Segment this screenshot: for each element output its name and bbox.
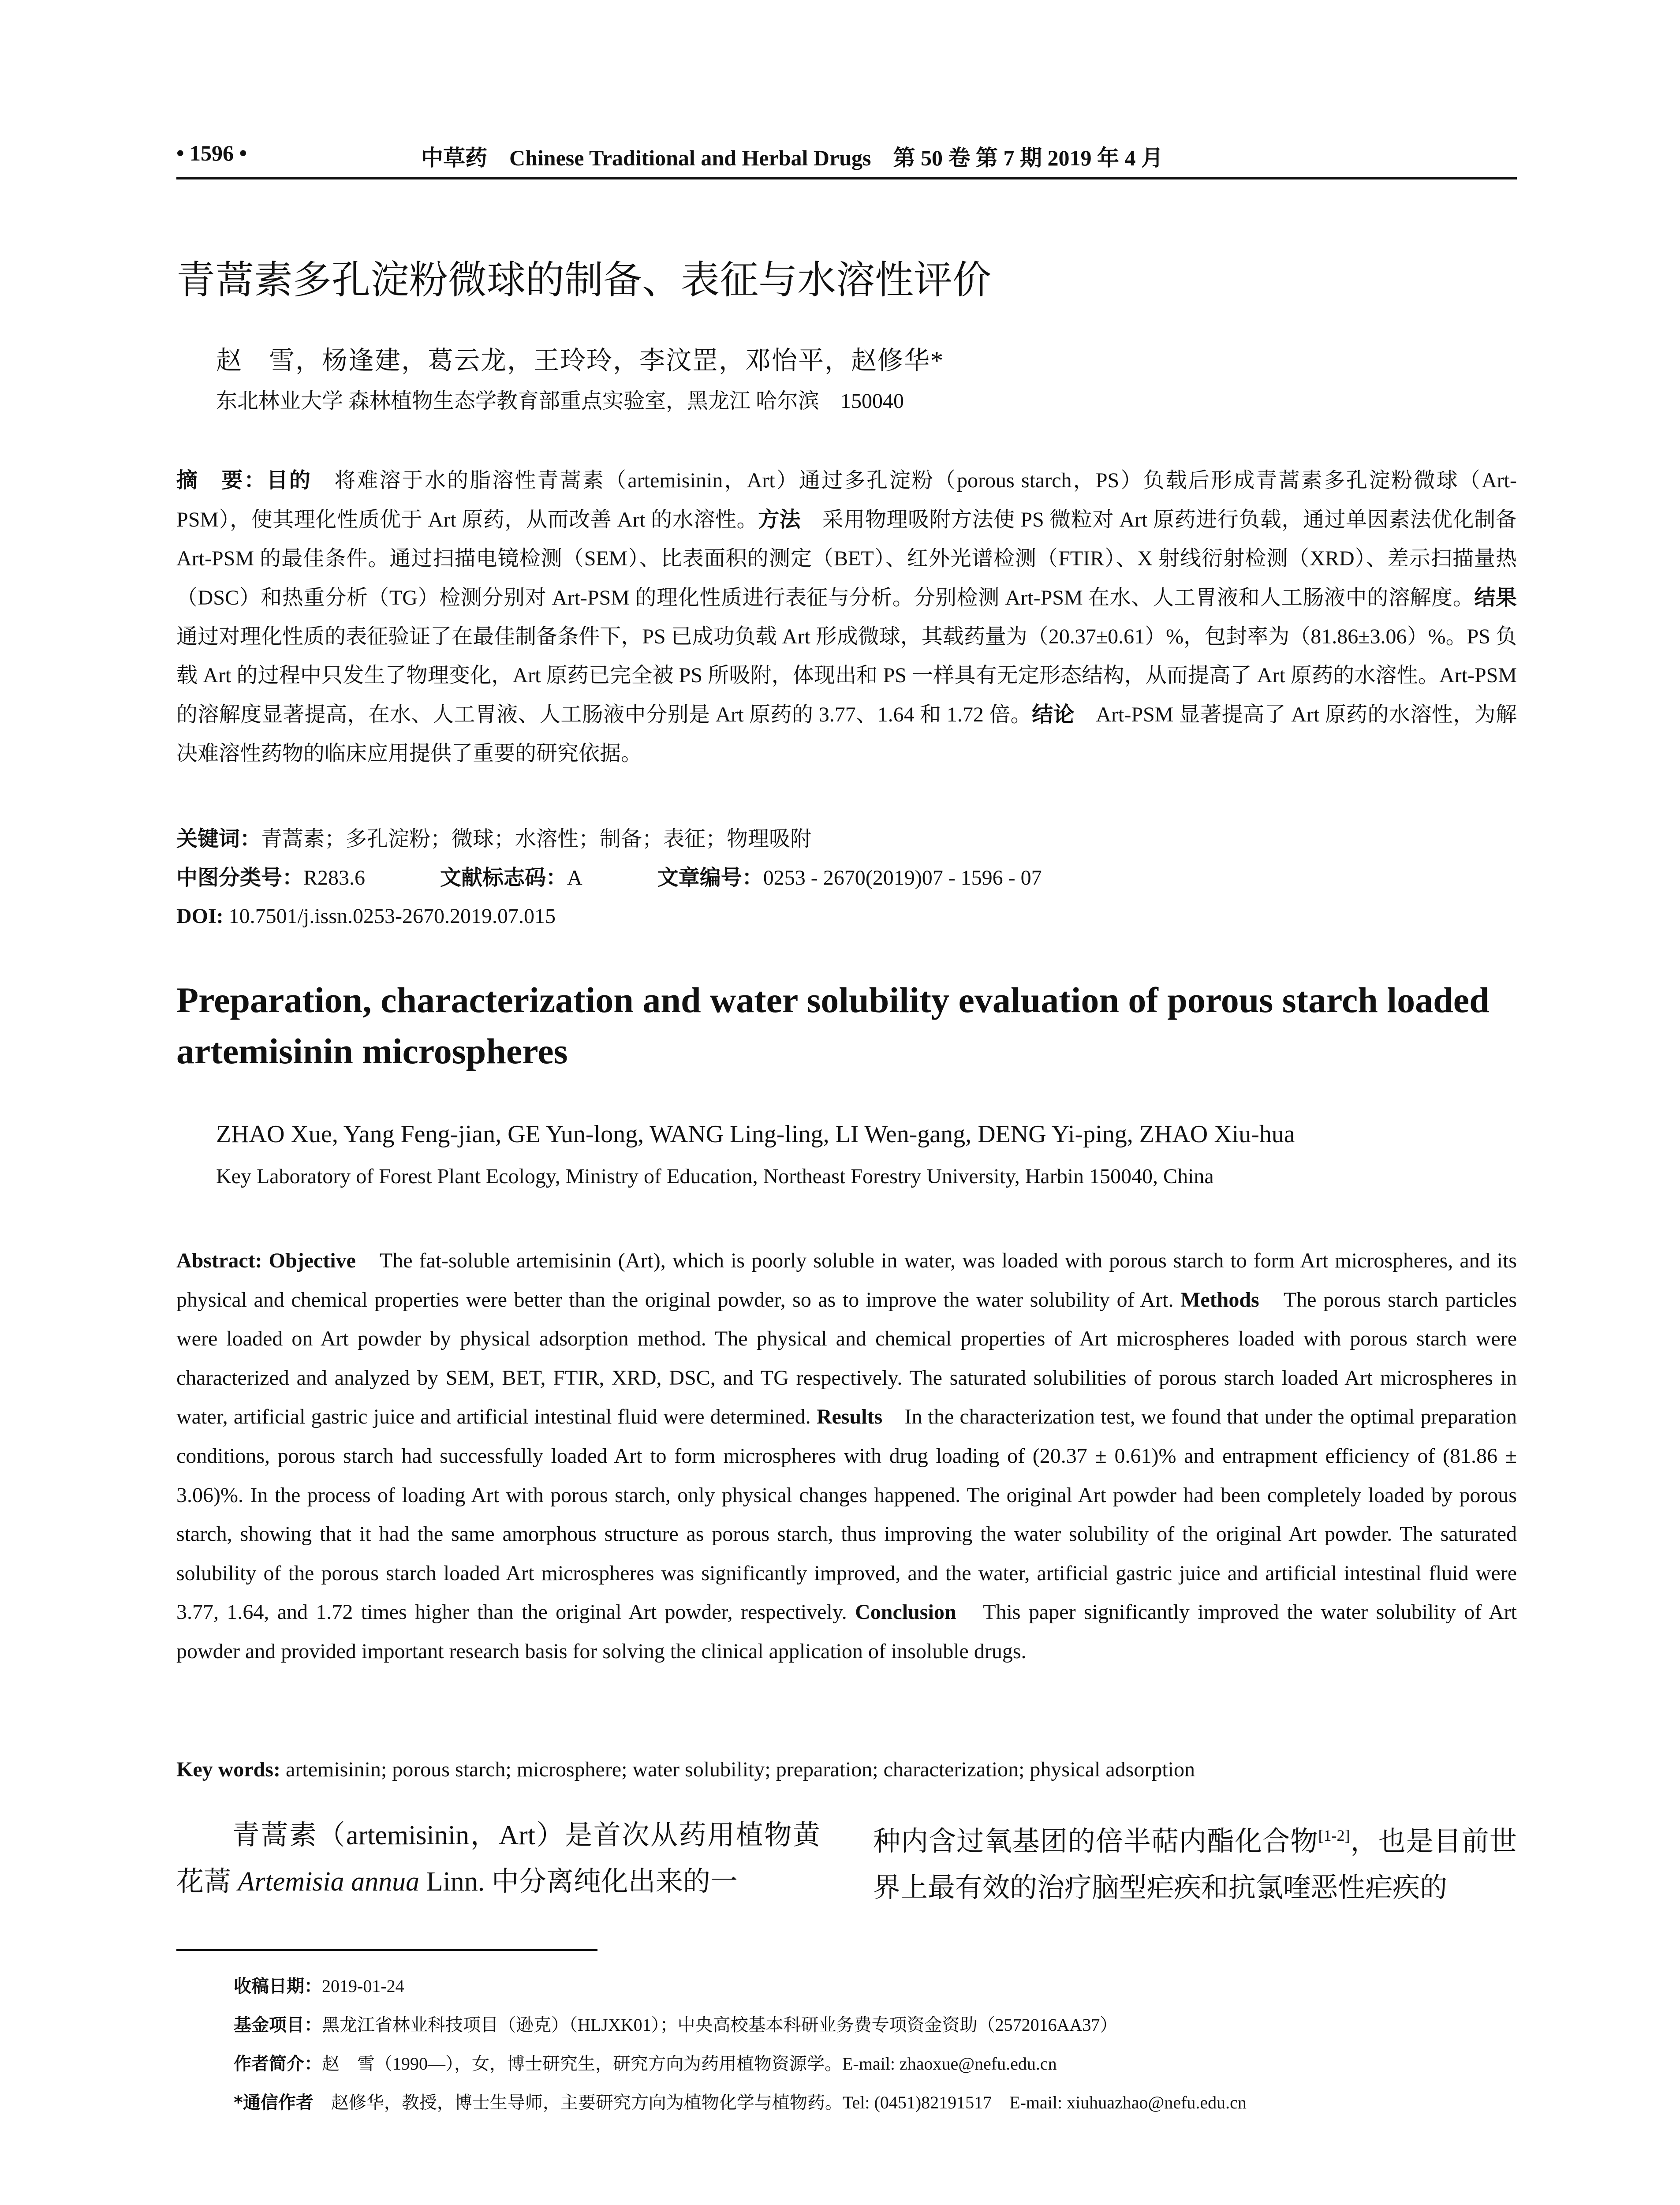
en-conclusion-text: This paper significantly improved the water solubility of Art powder and provided important research basis for solving the clinical application of insoluble drugs.	[176, 1600, 1517, 1663]
article-no-label: 文章编号：	[657, 865, 763, 890]
received-date	[234, 1967, 1517, 2006]
clc-value: R283.6	[303, 866, 366, 889]
abstract-label: 摘 要：	[176, 468, 267, 493]
article-no-value: 0253 - 2670(2019)07 - 1596 - 07	[763, 866, 1042, 889]
body-right-text-a: 种内含过氧基团的倍半萜内酯化合物	[873, 1827, 1318, 1857]
objective-text: 将难溶于水的脂溶性青蒿素（artemisinin，Art）通过多孔淀粉（porous starch，PS）负载后形成青蒿素多孔淀粉微球（Art-PSM），使其理化性质优于 Art 原药，从而改善 Art 的水溶性。	[176, 469, 1517, 531]
en-methods-label: Methods	[1180, 1288, 1259, 1312]
author-bio-label: 作者简介：	[234, 2054, 322, 2074]
results-label: 结果	[1474, 585, 1517, 610]
fund-label: 基金项目：	[234, 2015, 322, 2035]
en-results-label: Results	[816, 1405, 883, 1429]
english-title: Preparation, characterization and water solubility evaluation of porous starch loaded artemisinin microspheres	[176, 980, 1490, 1071]
conclusion-label: 结论	[1032, 702, 1075, 727]
header-rule	[176, 177, 1517, 179]
journal-citation: 中草药 Chinese Traditional and Herbal Drugs 第 50 卷 第 7 期 2019 年 4 月	[421, 146, 1163, 170]
running-header	[176, 140, 1517, 176]
received-value: 2019-01-24	[322, 1976, 404, 1996]
reference-citation: [1-2]	[1318, 1827, 1350, 1844]
received-label: 收稿日期：	[234, 1976, 322, 1996]
english-abstract	[176, 1241, 1517, 1671]
chinese-abstract	[176, 461, 1517, 773]
en-keywords-label: Key words:	[176, 1758, 280, 1781]
doc-code-value: A	[567, 866, 582, 889]
methods-text: 采用物理吸附方法使 PS 微粒对 Art 原药进行负载，通过单因素法优化制备 Art-PSM 的最佳条件。通过扫描电镜检测（SEM）、比表面积的测定（BET）、红外光谱检测（FTIR）、X 射线衍射检测（XRD）、差示扫描量热（DSC）和热重分析（TG）检测分别对 Art-PSM 的理化性质进行表征与分析。分别检测 Art-PSM 在水、人工胃液和人工肠液中的溶解度。	[176, 508, 1517, 609]
body-left-text-b: Linn. 中分离纯化出来的一	[426, 1867, 738, 1897]
en-methods-text: The porous starch particles were loaded on Art powder by physical adsorption method. The physical and chemical properties of Art microspheres loaded with porous starch were characterized and analyzed by SEM, BET, FTIR, XRD, DSC, and TG respectively. The saturated solubilities of porous starch loaded Art microspheres in water, artificial gastric juice and artificial intestinal fluid were determined.	[176, 1288, 1517, 1429]
english-affiliation: Key Laboratory of Forest Plant Ecology, Ministry of Education, Northeast Forestry University, Harbin 150040, China	[216, 1165, 1214, 1188]
doi-value: 10.7501/j.issn.0253-2670.2019.07.015	[228, 904, 556, 928]
body-column-left	[176, 1813, 820, 1905]
footnotes	[234, 1967, 1517, 2122]
objective-label: 目的	[266, 468, 312, 493]
results-text: 通过对理化性质的表征验证了在最佳制备条件下，PS 已成功负载 Art 形成微球，其载药量为（20.37±0.61）%，包封率为（81.86±3.06）%。PS 负载 Art 的过程中只发生了物理变化，Art 原药已完全被 PS 所吸附，体现出和 PS 一样具有无定形态结构，从而提高了 Art 原药的水溶性。Art-PSM 的溶解度显著提高，在水、人工胃液、人工肠液中分别是 Art 原药的 3.77、1.64 和 1.72 倍。	[176, 625, 1517, 726]
body-left-text-a: 青蒿素（artemisinin，Art）是首次从药用植物黄花蒿	[176, 1820, 820, 1897]
footnote-rule	[176, 1949, 597, 1951]
author-bio-value: 赵 雪（1990—），女，博士研究生，研究方向为药用植物资源学。E-mail: zhaoxue@nefu.edu.cn	[322, 2054, 1057, 2074]
chinese-affiliation: 东北林业大学 森林植物生态学教育部重点实验室，黑龙江 哈尔滨 150040	[216, 389, 904, 413]
doi-label: DOI:	[176, 904, 224, 928]
fund-value: 黑龙江省林业科技项目（逊克）（HLJXK01）；中央高校基本科研业务费专项资金资助（2572016AA37）	[322, 2015, 1118, 2035]
methods-label: 方法	[758, 507, 801, 532]
en-results-text: In the characterization test, we found that under the optimal preparation conditions, porous starch had successfully loaded Art to form microspheres with drug loading of (20.37 ± 0.61)% and entrapment efficiency of (81.86 ± 3.06)%. In the process of loading Art with porous starch, only physical changes happened. The original Art powder had been completely loaded by porous starch, showing that it had the same amorphous structure as porous starch, thus improving the water solubility of the original Art powder. The saturated solubility of the porous starch loaded Art microspheres was significantly improved, and the water, artificial gastric juice and artificial intestinal fluid were 3.77, 1.64, and 1.72 times higher than the original Art powder, respectively.	[176, 1405, 1517, 1624]
doi-line	[176, 897, 1517, 936]
page-number: • 1596 •	[176, 141, 247, 165]
english-keywords	[176, 1757, 1517, 1782]
conclusion-text: Art-PSM 显著提高了 Art 原药的水溶性，为解决难溶性药物的临床应用提供了重要的研究依据。	[176, 703, 1517, 765]
species-name: Artemisia annua	[238, 1867, 420, 1897]
body-right-text-b: ，也是目前世界上最有效的治疗脑型疟疾和抗氯喹恶性疟疾的	[873, 1827, 1517, 1903]
keywords-label: 关键词：	[176, 826, 261, 851]
keywords-value: 青蒿素；多孔淀粉；微球；水溶性；制备；表征；物理吸附	[261, 827, 812, 851]
en-abstract-label: Abstract: Objective	[176, 1249, 356, 1272]
chinese-title: 青蒿素多孔淀粉微球的制备、表征与水溶性评价	[176, 257, 992, 303]
body-column-right	[873, 1813, 1517, 1911]
en-conclusion-label: Conclusion	[855, 1600, 956, 1624]
en-objective-text: The fat-soluble artemisinin (Art), which is poorly soluble in water, was loaded with porous starch to form Art microspheres, and its physical and chemical properties were better than the original powder, so as to improve the water solubility of Art.	[176, 1249, 1517, 1312]
doc-code-label: 文献标志码：	[440, 865, 567, 890]
chinese-metadata	[176, 819, 1517, 936]
clc-label: 中图分类号：	[176, 865, 304, 890]
corr-value: 赵修华，教授，博士生导师，主要研究方向为植物化学与植物药。Tel: (0451)82191517 E-mail: xiuhuazhao@nefu.edu.cn	[331, 2093, 1247, 2112]
chinese-authors: 赵 雪，杨逢建，葛云龙，王玲玲，李汶罡，邓怡平，赵修华*	[216, 346, 945, 375]
en-keywords-value: artemisinin; porous starch; microsphere; water solubility; preparation; characterization; physical adsorption	[285, 1758, 1195, 1781]
classification-line	[176, 858, 1517, 897]
corresponding-author	[234, 2083, 1517, 2122]
fund-info	[234, 2006, 1517, 2044]
english-authors: ZHAO Xue, Yang Feng-jian, GE Yun-long, WANG Ling-ling, LI Wen-gang, DENG Yi-ping, ZHAO Xiu-hua	[216, 1121, 1295, 1148]
author-bio	[234, 2044, 1517, 2083]
keywords-line	[176, 819, 1517, 858]
corr-label: *通信作者	[234, 2093, 314, 2113]
